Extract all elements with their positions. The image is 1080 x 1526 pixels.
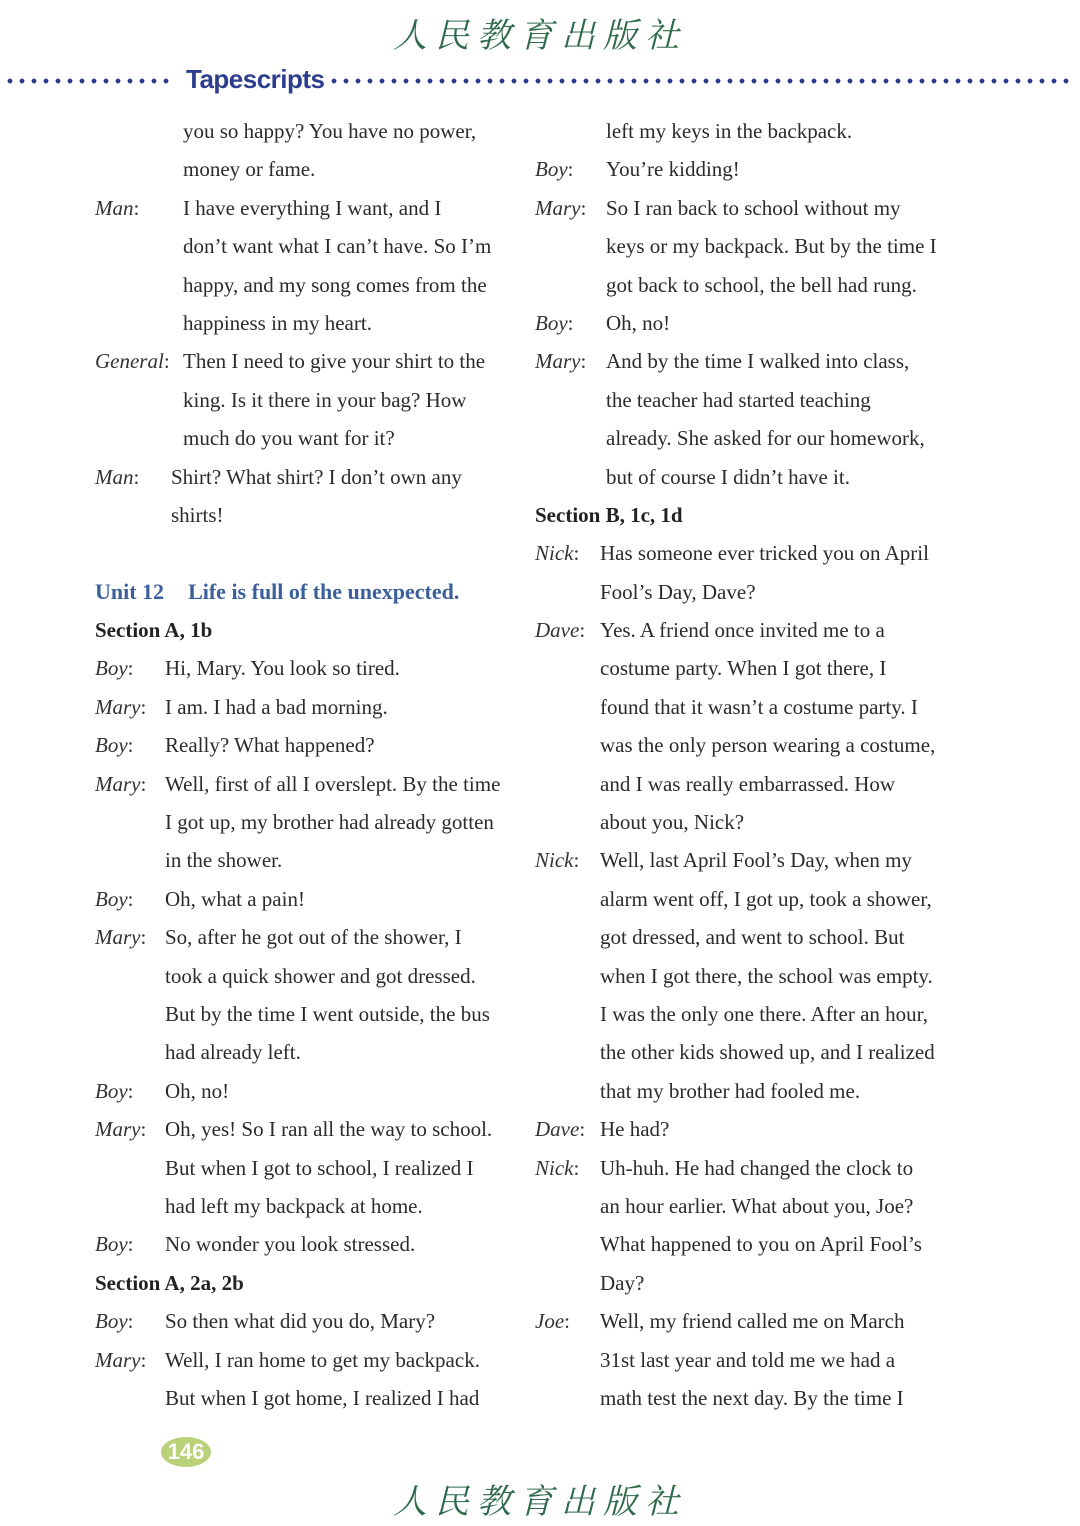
speaker-name: Boy bbox=[95, 1309, 128, 1334]
speaker-colon: : bbox=[573, 848, 580, 873]
dialogue-text: left my keys in the backpack. bbox=[606, 119, 853, 143]
dialogue-line bbox=[95, 189, 515, 227]
speaker-colon: : bbox=[133, 195, 140, 220]
publisher-logo-bottom: 人民教育出版社 bbox=[393, 1482, 687, 1522]
dialogue-continuation bbox=[535, 803, 955, 841]
speaker-name: Dave bbox=[535, 618, 580, 643]
dialogue-text: happiness in my heart. bbox=[183, 310, 372, 335]
speaker-label bbox=[95, 1110, 146, 1148]
dialogue-continuation bbox=[535, 458, 955, 496]
dialogue-text: I am. I had a bad morning. bbox=[165, 694, 388, 719]
right-column bbox=[535, 112, 955, 1417]
dialogue-text: an hour earlier. What about you, Joe? bbox=[600, 1193, 914, 1218]
dialogue-line bbox=[95, 1302, 515, 1340]
speaker-label bbox=[535, 1302, 570, 1340]
speaker-name: Joe bbox=[535, 1309, 565, 1334]
speaker-colon: : bbox=[567, 310, 574, 335]
dialogue-continuation bbox=[535, 957, 955, 995]
speaker-colon: : bbox=[127, 1309, 134, 1334]
speaker-label bbox=[95, 1225, 134, 1263]
speaker-colon: : bbox=[573, 541, 580, 566]
dialogue-line bbox=[95, 1072, 515, 1110]
dialogue-line bbox=[535, 304, 955, 342]
speaker-name: Boy bbox=[95, 886, 128, 911]
speaker-name: Boy bbox=[95, 1232, 128, 1257]
dialogue-line bbox=[95, 1225, 515, 1263]
dialogue-line bbox=[95, 649, 515, 687]
dialogue-text: Has someone ever tricked you on April bbox=[600, 541, 929, 566]
dialogue-continuation bbox=[535, 765, 955, 803]
dialogue-continuation bbox=[95, 150, 515, 188]
section-heading: Section A, 1b bbox=[95, 618, 213, 643]
dialogue-continuation bbox=[95, 1149, 515, 1187]
dialogue-text: already. She asked for our homework, bbox=[606, 426, 925, 451]
dialogue-text: took a quick shower and got dressed. bbox=[165, 963, 476, 988]
dialogue-line bbox=[95, 458, 515, 496]
dialogue-text: But by the time I went outside, the bus bbox=[165, 1001, 490, 1026]
dialogue-continuation bbox=[535, 688, 955, 726]
dialogue-text: Oh, no! bbox=[165, 1078, 230, 1103]
speaker-label bbox=[535, 841, 579, 879]
dialogue-text: But when I got to school, I realized I bbox=[165, 1155, 474, 1180]
dialogue-text: You’re kidding! bbox=[606, 157, 740, 182]
dialogue-line bbox=[535, 342, 955, 380]
dialogue-text: Then I need to give your shirt to the bbox=[183, 349, 486, 374]
dialogue-text: Well, I ran home to get my backpack. bbox=[165, 1347, 480, 1372]
dialogue-continuation bbox=[95, 1033, 515, 1071]
speaker-colon: : bbox=[567, 157, 574, 182]
speaker-colon: : bbox=[127, 656, 134, 681]
speaker-colon: : bbox=[127, 886, 134, 911]
dialogue-text: Fool’s Day, Dave? bbox=[600, 579, 756, 604]
page-number-badge: 146 bbox=[161, 1437, 211, 1467]
dialogue-text: And by the time I walked into class, bbox=[606, 349, 910, 374]
speaker-colon: : bbox=[140, 1117, 147, 1142]
dialogue-text: got back to school, the bell had rung. bbox=[606, 272, 917, 297]
speaker-colon: : bbox=[127, 1078, 134, 1103]
speaker-colon: : bbox=[127, 733, 134, 758]
dialogue-text: What happened to you on April Fool’s bbox=[600, 1232, 922, 1257]
dialogue-text: No wonder you look stressed. bbox=[165, 1232, 416, 1257]
dialogue-text: the teacher had started teaching bbox=[606, 387, 871, 412]
dialogue-line bbox=[535, 534, 955, 572]
dialogue-continuation bbox=[95, 496, 515, 534]
dialogue-continuation bbox=[535, 112, 955, 150]
speaker-colon: : bbox=[579, 1117, 586, 1142]
speaker-label bbox=[535, 304, 574, 342]
dialogue-continuation bbox=[535, 649, 955, 687]
dialogue-continuation bbox=[95, 995, 515, 1033]
speaker-name: Man bbox=[95, 195, 134, 220]
speaker-name: Boy bbox=[535, 157, 568, 182]
speaker-label bbox=[95, 1302, 134, 1340]
dialogue-continuation bbox=[95, 266, 515, 304]
dialogue-text: found that it wasn’t a costume party. I bbox=[600, 694, 918, 719]
dialogue-line bbox=[95, 765, 515, 803]
dialogue-text: He had? bbox=[600, 1117, 670, 1142]
dialogue-continuation bbox=[95, 112, 515, 150]
dialogue-text: Hi, Mary. You look so tired. bbox=[165, 656, 400, 681]
dialogue-text: don’t want what I can’t have. So I’m bbox=[183, 234, 492, 259]
dialogue-text: math test the next day. By the time I bbox=[600, 1385, 904, 1410]
dialogue-continuation bbox=[535, 419, 955, 457]
dialogue-text: So then what did you do, Mary? bbox=[165, 1309, 436, 1334]
section-heading: Section B, 1c, 1d bbox=[535, 502, 683, 527]
dialogue-text: happy, and my song comes from the bbox=[183, 272, 487, 297]
publisher-logo-top: 人民教育出版社 bbox=[393, 16, 687, 56]
speaker-name: Mary bbox=[95, 771, 141, 796]
dialogue-text: had left my backpack at home. bbox=[165, 1193, 423, 1218]
dialogue-text: shirts! bbox=[171, 502, 224, 527]
dialogue-text: you so happy? You have no power, bbox=[183, 119, 477, 143]
dialogue-continuation bbox=[535, 1072, 955, 1110]
dialogue-continuation bbox=[95, 957, 515, 995]
dialogue-text: Yes. A friend once invited me to a bbox=[600, 618, 885, 643]
unit-title: Life is full of the unexpected. bbox=[188, 578, 460, 604]
dialogue-line bbox=[95, 1110, 515, 1148]
dialogue-text: Well, my friend called me on March bbox=[600, 1309, 905, 1334]
speaker-name: Mary bbox=[95, 694, 141, 719]
speaker-label bbox=[95, 1341, 146, 1379]
dialogue-text: Really? What happened? bbox=[165, 733, 375, 758]
dialogue-text: in the shower. bbox=[165, 848, 283, 873]
header-dots-left bbox=[4, 78, 174, 84]
dialogue-line bbox=[95, 1341, 515, 1379]
speaker-colon: : bbox=[163, 349, 170, 374]
dialogue-text: alarm went off, I got up, took a shower, bbox=[600, 886, 932, 911]
dialogue-text: Well, first of all I overslept. By the time bbox=[165, 771, 501, 796]
speaker-label bbox=[535, 342, 586, 380]
dialogue-continuation bbox=[535, 918, 955, 956]
dialogue-continuation bbox=[95, 1379, 515, 1417]
speaker-name: Mary bbox=[535, 349, 581, 374]
dialogue-continuation bbox=[535, 573, 955, 611]
speaker-label bbox=[95, 880, 134, 918]
page-header bbox=[0, 64, 1080, 98]
dialogue-text: Day? bbox=[600, 1270, 645, 1295]
speaker-name: Mary bbox=[535, 195, 581, 220]
speaker-name: Mary bbox=[95, 1347, 141, 1372]
dialogue-text: money or fame. bbox=[183, 157, 316, 182]
dialogue-text: king. Is it there in your bag? How bbox=[183, 387, 467, 412]
speaker-label bbox=[535, 1149, 579, 1187]
dialogue-continuation bbox=[535, 726, 955, 764]
dialogue-text: Oh, what a pain! bbox=[165, 886, 305, 911]
dialogue-continuation bbox=[535, 227, 955, 265]
dialogue-line bbox=[535, 1110, 955, 1148]
dialogue-continuation bbox=[535, 880, 955, 918]
speaker-colon: : bbox=[580, 195, 587, 220]
dialogue-continuation bbox=[95, 803, 515, 841]
speaker-name: General bbox=[95, 349, 164, 374]
unit-heading bbox=[95, 573, 515, 611]
speaker-name: Boy bbox=[95, 656, 128, 681]
speaker-colon: : bbox=[580, 349, 587, 374]
speaker-colon: : bbox=[140, 694, 147, 719]
dialogue-text: But when I got home, I realized I had bbox=[165, 1385, 480, 1410]
dialogue-continuation bbox=[535, 1225, 955, 1263]
dialogue-line bbox=[535, 1302, 955, 1340]
speaker-name: Man bbox=[95, 464, 134, 489]
dialogue-text: got dressed, and went to school. But bbox=[600, 925, 905, 950]
dialogue-text: about you, Nick? bbox=[600, 810, 745, 835]
dialogue-continuation bbox=[535, 266, 955, 304]
dialogue-text: was the only person wearing a costume, bbox=[600, 733, 936, 758]
dialogue-text: Uh-huh. He had changed the clock to bbox=[600, 1155, 914, 1180]
dialogue-continuation bbox=[95, 841, 515, 879]
dialogue-text: So, after he got out of the shower, I bbox=[165, 925, 462, 950]
dialogue-text: and I was really embarrassed. How bbox=[600, 771, 896, 796]
dialogue-text: when I got there, the school was empty. bbox=[600, 963, 933, 988]
dialogue-line bbox=[535, 189, 955, 227]
dialogue-line bbox=[95, 726, 515, 764]
dialogue-line bbox=[535, 611, 955, 649]
dialogue-text: Well, last April Fool’s Day, when my bbox=[600, 848, 912, 873]
speaker-label bbox=[95, 649, 134, 687]
speaker-label bbox=[95, 688, 146, 726]
dialogue-text: had already left. bbox=[165, 1040, 301, 1065]
dialogue-text: much do you want for it? bbox=[183, 426, 395, 451]
speaker-colon: : bbox=[140, 771, 147, 796]
dialogue-continuation bbox=[95, 227, 515, 265]
speaker-label bbox=[95, 342, 170, 380]
speaker-name: Mary bbox=[95, 925, 141, 950]
speaker-label bbox=[95, 458, 139, 496]
dialogue-continuation bbox=[535, 1264, 955, 1302]
dialogue-line bbox=[95, 342, 515, 380]
dialogue-text: the other kids showed up, and I realized bbox=[600, 1040, 935, 1065]
dialogue-text: 31st last year and told me we had a bbox=[600, 1347, 896, 1372]
dialogue-text: but of course I didn’t have it. bbox=[606, 464, 850, 489]
dialogue-continuation bbox=[535, 1341, 955, 1379]
dialogue-continuation bbox=[535, 1187, 955, 1225]
spacer bbox=[95, 534, 515, 572]
dialogue-text: I have everything I want, and I bbox=[183, 195, 442, 220]
speaker-colon: : bbox=[133, 464, 140, 489]
unit-number: Unit 12 bbox=[95, 578, 165, 604]
speaker-name: Dave bbox=[535, 1117, 580, 1142]
speaker-label bbox=[95, 1072, 134, 1110]
speaker-label bbox=[95, 189, 139, 227]
dialogue-line bbox=[535, 841, 955, 879]
speaker-label bbox=[95, 765, 146, 803]
speaker-colon: : bbox=[140, 925, 147, 950]
speaker-label bbox=[95, 918, 146, 956]
dialogue-continuation bbox=[535, 1033, 955, 1071]
speaker-colon: : bbox=[127, 1232, 134, 1257]
dialogue-continuation bbox=[535, 995, 955, 1033]
dialogue-text: Shirt? What shirt? I don’t own any bbox=[171, 464, 462, 489]
dialogue-text: that my brother had fooled me. bbox=[600, 1078, 861, 1103]
speaker-colon: : bbox=[564, 1309, 570, 1334]
dialogue-line bbox=[95, 918, 515, 956]
speaker-label bbox=[535, 1110, 585, 1148]
dialogue-line bbox=[535, 1149, 955, 1187]
speaker-label bbox=[535, 189, 586, 227]
dialogue-text: I got up, my brother had already gotten bbox=[165, 810, 494, 835]
dialogue-continuation bbox=[535, 1379, 955, 1417]
dialogue-line bbox=[95, 880, 515, 918]
speaker-name: Nick bbox=[535, 1155, 574, 1180]
dialogue-text: So I ran back to school without my bbox=[606, 195, 901, 220]
speaker-name: Nick bbox=[535, 541, 574, 566]
dialogue-text: keys or my backpack. But by the time I bbox=[606, 234, 937, 259]
speaker-colon: : bbox=[579, 618, 586, 643]
dialogue-text: Oh, yes! So I ran all the way to school. bbox=[165, 1117, 493, 1142]
speaker-label bbox=[535, 534, 579, 572]
speaker-name: Boy bbox=[95, 733, 128, 758]
dialogue-text: Oh, no! bbox=[606, 310, 671, 335]
speaker-name: Mary bbox=[95, 1117, 141, 1142]
section-heading: Section A, 2a, 2b bbox=[95, 1270, 244, 1295]
header-title: Tapescripts bbox=[186, 64, 325, 94]
header-dots-right bbox=[328, 78, 1074, 84]
speaker-name: Boy bbox=[95, 1078, 128, 1103]
dialogue-text: I was the only one there. After an hour, bbox=[600, 1001, 929, 1026]
dialogue-continuation bbox=[95, 1187, 515, 1225]
dialogue-text: costume party. When I got there, I bbox=[600, 656, 887, 681]
speaker-label bbox=[535, 611, 585, 649]
dialogue-continuation bbox=[535, 381, 955, 419]
dialogue-continuation bbox=[95, 304, 515, 342]
speaker-label bbox=[95, 726, 134, 764]
speaker-colon: : bbox=[140, 1347, 147, 1372]
speaker-label bbox=[535, 150, 574, 188]
speaker-colon: : bbox=[573, 1155, 580, 1180]
left-column bbox=[95, 112, 515, 1417]
dialogue-line bbox=[95, 688, 515, 726]
speaker-name: Nick bbox=[535, 848, 574, 873]
speaker-name: Boy bbox=[535, 310, 568, 335]
dialogue-line bbox=[535, 150, 955, 188]
dialogue-continuation bbox=[95, 419, 515, 457]
dialogue-continuation bbox=[95, 381, 515, 419]
